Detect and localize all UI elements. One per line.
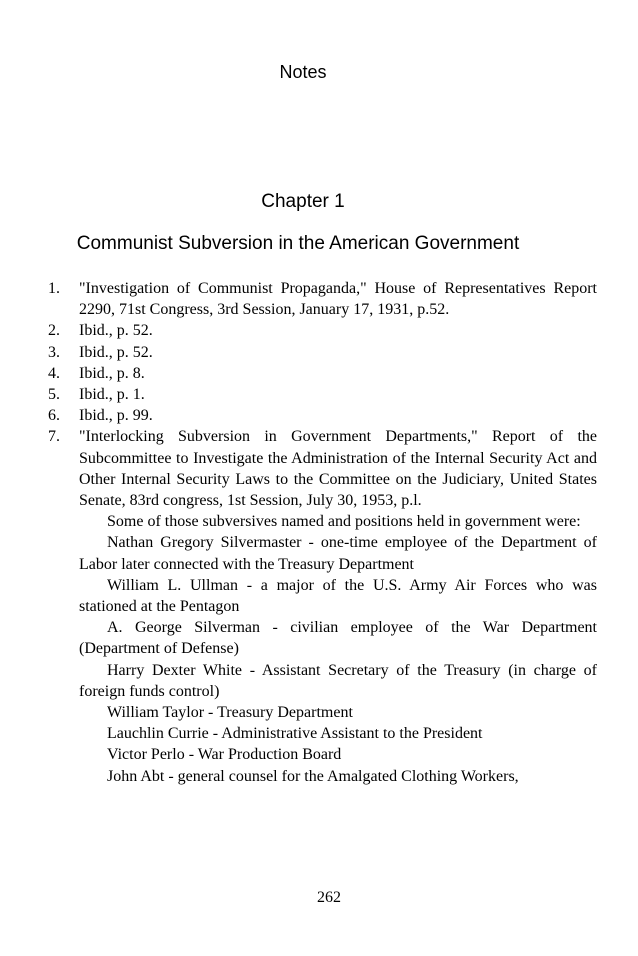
note-text: Ibid., p. 99. <box>79 407 153 425</box>
chapter-subtitle: Communist Subversion in the American Government <box>76 233 520 254</box>
notes-list <box>48 278 597 787</box>
note-text: "Interlocking Subversion in Government Departments," Report of the Subcommittee to Investigate the Administration of the Internal Security Act and Other Internal Security Laws to the Committee on the Judiciary, United States Senate, 83rd congress, 1st Session, July 30, 1953, p.l. <box>79 428 597 510</box>
note-number: 5. <box>48 386 60 404</box>
note-text: Ibid., p. 8. <box>79 364 145 382</box>
paragraph: Harry Dexter White - Assistant Secretary of the Treasury (in charge of foreign funds control) <box>79 661 597 700</box>
paragraph: William Taylor - Treasury Department <box>107 704 353 722</box>
note-number: 3. <box>48 343 60 361</box>
paragraph: Victor Perlo - War Production Board <box>107 746 342 764</box>
page-number: 262 <box>317 889 341 906</box>
note-text: Ibid., p. 52. <box>79 322 153 340</box>
note-text: Ibid., p. 52. <box>79 343 153 361</box>
note-text: Ibid., p. 1. <box>79 386 145 404</box>
note-text: "Investigation of Communist Propaganda," House of Representatives Report 2290, 71st Congress, 3rd Session, January 17, 1931, p.52. <box>79 280 597 319</box>
paragraph: Some of those subversives named and positions held in government were: <box>107 513 581 531</box>
note-item <box>48 405 597 426</box>
paragraph: William L. Ullman - a major of the U.S. Army Air Forces who was stationed at the Pentagon <box>79 576 597 616</box>
paragraph: Lauchlin Currie - Administrative Assistant to the President <box>107 725 483 743</box>
note-number: 1. <box>48 280 60 297</box>
note-item <box>48 384 597 405</box>
note-item <box>48 342 597 363</box>
chapter-title: Chapter 1 <box>261 191 345 212</box>
paragraph: A. George Silverman - civilian employee of the War Department (Department of Defense) <box>79 619 597 658</box>
note-number: 7. <box>48 428 60 446</box>
note-item <box>48 320 597 341</box>
note-number: 6. <box>48 407 60 425</box>
note-number: 2. <box>48 322 60 340</box>
note-number: 4. <box>48 364 60 382</box>
note-item <box>48 278 597 320</box>
paragraph: John Abt - general counsel for the Amalgated Clothing Workers, <box>107 767 519 785</box>
note-item <box>48 363 597 384</box>
note-item <box>48 426 597 786</box>
paragraph: Nathan Gregory Silvermaster - one-time employee of the Department of Labor later connected with the Treasury Department <box>79 534 597 573</box>
note-continuation <box>79 511 597 787</box>
page-header: Notes <box>279 62 327 82</box>
